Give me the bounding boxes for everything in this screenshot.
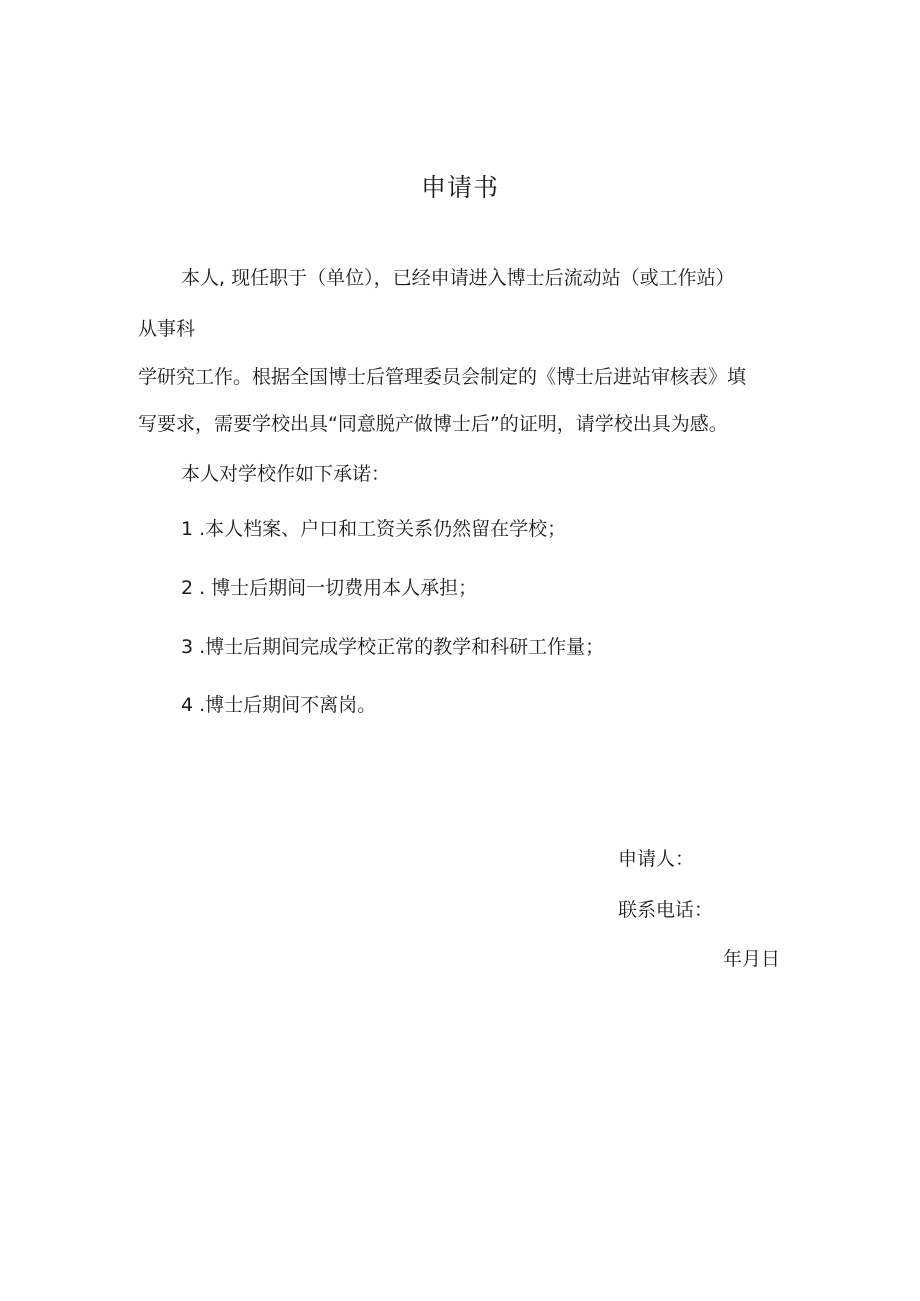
date-label: 年月日 [722, 948, 780, 970]
commitment-number: 2 [181, 577, 194, 599]
commitment-item [181, 574, 477, 602]
commitment-text: . 博士后期间一切费用本人承担； [199, 577, 478, 599]
paragraph-1-line-4: 写要求，需要学校出具“同意脱产做博士后”的证明，请学校出具为感。 [138, 413, 728, 435]
paragraph-2: 本人对学校作如下承诺： [181, 463, 391, 485]
applicant-label: 申请人： [618, 848, 695, 870]
commitment-number: 1 [181, 518, 194, 540]
commitment-text: .本人档案、户口和工资关系仍然留在学校； [199, 518, 567, 540]
commitment-number: 4 [181, 694, 194, 716]
commitment-item [181, 515, 566, 543]
document-title: 申请书 [420, 173, 499, 202]
paragraph-1-line-2: 从事科 [138, 318, 196, 340]
commitment-text: .博士后期间不离岗。 [199, 694, 377, 716]
paragraph-1-line-1: 本人, 现任职于（单位），已经申请进入博士后流动站（或工作站） [181, 267, 735, 289]
paragraph-1-line-3: 学研究工作。根据全国博士后管理委员会制定的《博士后进站审核表》填 [138, 366, 747, 388]
commitment-text: .博士后期间完成学校正常的教学和科研工作量； [199, 636, 605, 658]
commitment-item [181, 633, 604, 661]
commitment-item [181, 691, 376, 719]
commitment-number: 3 [181, 636, 194, 658]
contact-phone-label: 联系电话： [618, 899, 714, 921]
